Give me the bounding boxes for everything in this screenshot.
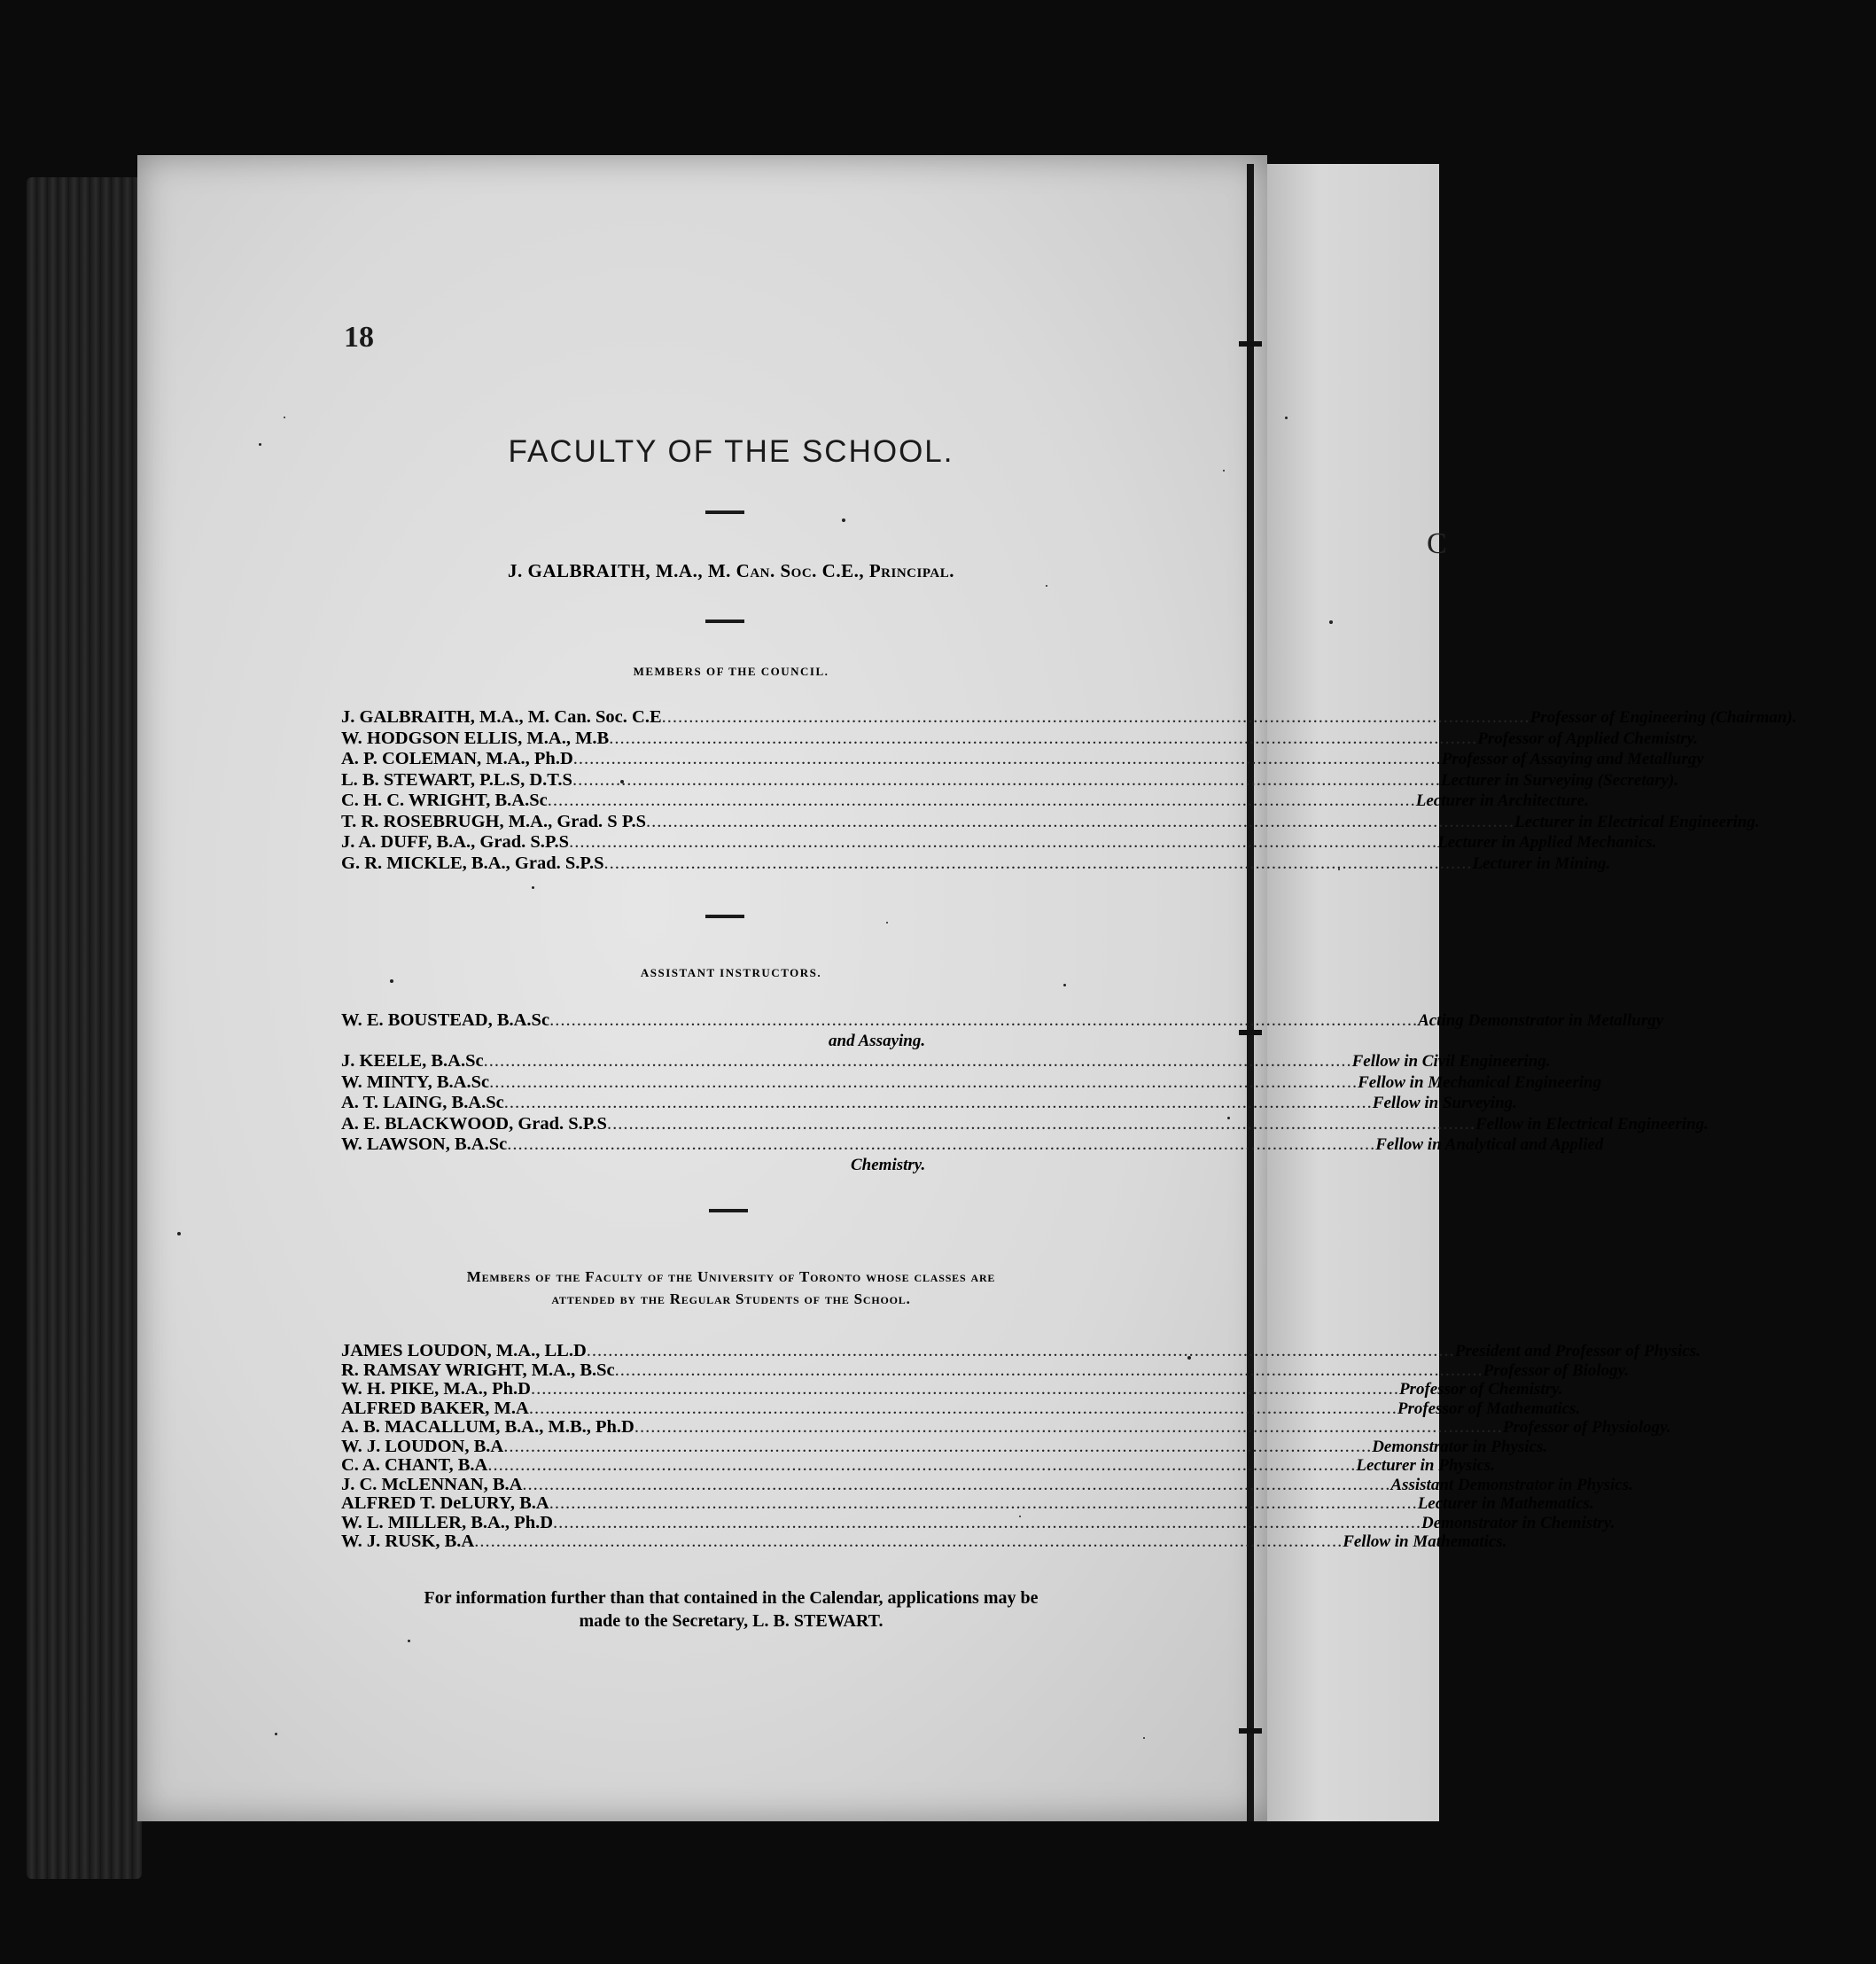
- footer-line1: For information further than that contained in the Calendar, applications may be: [424, 1588, 1039, 1608]
- person-name: W. MINTY, B.A.Sc: [341, 1072, 490, 1092]
- leader-dots: [607, 1114, 1475, 1134]
- divider: [705, 620, 744, 623]
- book-page: [137, 155, 1267, 1821]
- person-name: ALFRED BAKER, M.A: [341, 1398, 529, 1418]
- person-name: A. E. BLACKWOOD, Grad. S.P.S: [341, 1113, 607, 1134]
- university-heading-line1: Members of the Faculty of the University of Toronto whose classes are: [466, 1268, 996, 1285]
- person-title: Professor of Engineering (Chairman).: [1530, 708, 1797, 727]
- person-title: Professor of Biology.: [1483, 1360, 1630, 1380]
- print-speck: [390, 979, 393, 983]
- principal-line: [341, 560, 1121, 582]
- print-speck: [1187, 1356, 1191, 1360]
- print-speck: [1223, 470, 1225, 472]
- person-title: Fellow in Mathematics.: [1343, 1532, 1507, 1551]
- person-title: Fellow in Surveying.: [1372, 1094, 1517, 1112]
- council-list: [341, 707, 1797, 874]
- leader-dots: [662, 707, 1530, 728]
- leader-dots: [522, 1476, 1390, 1495]
- print-speck: [1019, 1516, 1021, 1517]
- print-speck: [1143, 1737, 1145, 1739]
- person-name: R. RAMSAY WRIGHT, M.A., B.Sc: [341, 1360, 615, 1380]
- person-title: Professor of Assaying and Metallurgy: [1441, 750, 1704, 768]
- faculty-row: [341, 1436, 1548, 1457]
- council-row: [341, 728, 1699, 750]
- faculty-row: [341, 1474, 1633, 1495]
- person-name: W. E. BOUSTEAD, B.A.Sc: [341, 1010, 550, 1030]
- person-name: ALFRED T. DeLURY, B.A: [341, 1493, 549, 1513]
- person-title-continued: and Assaying.: [829, 1031, 926, 1050]
- person-name: W. H. PIKE, M.A., Ph.D: [341, 1379, 531, 1399]
- print-speck: [620, 780, 624, 783]
- leader-dots: [609, 729, 1477, 749]
- divider: [709, 1209, 748, 1212]
- faculty-row: [341, 1493, 1594, 1514]
- council-row: [341, 791, 1589, 812]
- facing-page-letter: C: [1427, 527, 1447, 560]
- principal-title: Can. Soc. C.E., Principal.: [736, 560, 954, 581]
- print-speck: [886, 922, 888, 924]
- person-name: W. LAWSON, B.A.Sc: [341, 1134, 508, 1154]
- binding-stitch: [1239, 341, 1262, 347]
- council-heading: MEMBERS OF THE COUNCIL.: [633, 665, 829, 678]
- person-name: C. A. CHANT, B.A: [341, 1455, 488, 1475]
- university-list: [341, 1341, 1701, 1552]
- leader-dots: [504, 1093, 1373, 1113]
- print-speck: [1046, 585, 1047, 587]
- leader-dots: [587, 1342, 1455, 1361]
- print-speck: [842, 518, 845, 522]
- assistant-row: [341, 1010, 1664, 1032]
- assistant-row: [341, 1051, 1551, 1072]
- leader-dots: [553, 1514, 1421, 1533]
- person-name: W. J. LOUDON, B.A: [341, 1436, 504, 1456]
- person-title: Professor of Physiology.: [1502, 1418, 1671, 1437]
- person-name: W. J. RUSK, B.A: [341, 1531, 475, 1551]
- print-speck: [532, 886, 534, 889]
- person-title: Lecturer in Physics.: [1356, 1456, 1496, 1475]
- binding-stitch: [1239, 1030, 1262, 1035]
- assistants-list: [341, 1010, 1709, 1175]
- leader-dots: [634, 1418, 1503, 1438]
- person-title: Lecturer in Electrical Engineering.: [1514, 812, 1760, 831]
- person-title: Lecturer in Applied Mechanics.: [1437, 833, 1657, 852]
- print-speck: [284, 417, 285, 418]
- person-title: Professor of Applied Chemistry.: [1477, 729, 1699, 748]
- book-spine: [1247, 164, 1254, 1821]
- university-heading: [350, 1266, 1112, 1310]
- page-number: 18: [344, 321, 374, 354]
- council-row: [341, 707, 1797, 729]
- print-speck: [408, 1640, 410, 1642]
- assistant-row: [341, 1134, 1604, 1156]
- binding-stitch: [1239, 1728, 1262, 1734]
- faculty-row: [341, 1379, 1563, 1399]
- faculty-row: [341, 1531, 1507, 1552]
- print-speck: [259, 443, 261, 446]
- council-row: [341, 811, 1760, 833]
- divider: [705, 510, 744, 514]
- footer-note: [350, 1586, 1112, 1633]
- person-title: Lecturer in Mining.: [1472, 853, 1611, 873]
- person-title: President and Professor of Physics.: [1454, 1342, 1701, 1360]
- council-row: [341, 832, 1657, 853]
- faculty-row: [341, 1398, 1581, 1419]
- assistant-row: [341, 1072, 1602, 1094]
- leader-dots: [529, 1399, 1397, 1419]
- person-title: Fellow in Civil Engineering.: [1351, 1052, 1551, 1071]
- person-name: A. T. LAING, B.A.Sc: [341, 1093, 504, 1112]
- assistant-row: [341, 1113, 1709, 1135]
- leader-dots: [487, 1456, 1356, 1476]
- faculty-row: [341, 1341, 1701, 1361]
- person-name: W. HODGSON ELLIS, M.A., M.B: [341, 728, 610, 748]
- print-speck: [1227, 1117, 1230, 1119]
- council-row: [341, 769, 1679, 791]
- person-title: Professor of Mathematics.: [1397, 1399, 1581, 1418]
- person-name: J. GALBRAITH, M.A., M. Can. Soc. C.E: [341, 707, 662, 727]
- print-speck: [1329, 620, 1333, 624]
- person-name: A. B. MACALLUM, B.A., M.B., Ph.D: [341, 1417, 634, 1437]
- person-title: Lecturer in Surveying (Secretary).: [1440, 770, 1679, 790]
- leader-dots: [549, 1494, 1418, 1514]
- person-name: J. A. DUFF, B.A., Grad. S.P.S: [341, 832, 570, 852]
- leader-dots: [503, 1438, 1372, 1457]
- council-row: [341, 853, 1611, 875]
- print-speck: [1063, 984, 1066, 986]
- person-title: Fellow in Electrical Engineering.: [1475, 1114, 1709, 1134]
- person-name: T. R. ROSEBRUGH, M.A., Grad. S P.S: [341, 811, 646, 831]
- leader-dots: [507, 1134, 1375, 1155]
- person-name: J. C. McLENNAN, B.A: [341, 1474, 523, 1494]
- print-speck: [1285, 417, 1288, 419]
- person-title: Fellow in Analytical and Applied: [1375, 1135, 1604, 1154]
- leader-dots: [604, 853, 1473, 874]
- faculty-row: [341, 1360, 1630, 1381]
- person-name: C. H. C. WRIGHT, B.A.Sc: [341, 791, 548, 810]
- person-name: JAMES LOUDON, M.A., LL.D: [341, 1341, 587, 1360]
- leader-dots: [484, 1051, 1352, 1072]
- leader-dots: [569, 832, 1437, 853]
- leader-dots: [549, 1010, 1418, 1031]
- leader-dots: [474, 1532, 1343, 1552]
- person-name: G. R. MICKLE, B.A., Grad. S.P.S: [341, 853, 604, 873]
- faculty-row: [341, 1417, 1671, 1438]
- leader-dots: [572, 770, 1441, 791]
- leader-dots: [548, 791, 1416, 811]
- council-row: [341, 749, 1704, 770]
- faculty-row: [341, 1455, 1496, 1476]
- assistant-row: [341, 1093, 1517, 1114]
- person-title: Acting Demonstrator in Metallurgy: [1418, 1011, 1664, 1030]
- person-title-continued: Chemistry.: [851, 1155, 926, 1174]
- person-title: Demonstrator in Physics.: [1372, 1437, 1548, 1456]
- person-name: W. L. MILLER, B.A., Ph.D: [341, 1512, 554, 1532]
- person-title: Demonstrator in Chemistry.: [1421, 1513, 1615, 1532]
- leader-dots: [573, 749, 1442, 769]
- principal-name: J. GALBRAITH, M.A., M.: [508, 560, 731, 581]
- person-name: L. B. STEWART, P.L.S, D.T.S: [341, 769, 572, 790]
- leader-dots: [646, 812, 1514, 832]
- facing-page: [1267, 164, 1439, 1821]
- assistants-heading: ASSISTANT INSTRUCTORS.: [640, 966, 822, 979]
- print-speck: [177, 1232, 181, 1235]
- divider: [705, 915, 744, 918]
- person-title: Lecturer in Mathematics.: [1417, 1494, 1594, 1513]
- person-title: Lecturer in Architecture.: [1415, 791, 1589, 810]
- person-title: Assistant Demonstrator in Physics.: [1390, 1475, 1633, 1494]
- print-speck: [275, 1733, 277, 1735]
- leader-dots: [489, 1072, 1358, 1093]
- person-title: Fellow in Mechanical Engineering: [1358, 1072, 1602, 1092]
- leader-dots: [615, 1361, 1483, 1381]
- person-name: A. P. COLEMAN, M.A., Ph.D: [341, 749, 573, 768]
- book-page-edges: [27, 177, 142, 1879]
- leader-dots: [531, 1380, 1399, 1399]
- person-name: J. KEELE, B.A.Sc: [341, 1051, 484, 1071]
- print-speck: [1338, 869, 1340, 870]
- footer-line2: made to the Secretary, L. B. STEWART.: [579, 1611, 884, 1631]
- university-heading-line2: attended by the Regular Students of the School.: [551, 1290, 911, 1307]
- page-title: FACULTY OF THE SCHOOL.: [508, 434, 954, 469]
- person-title: Professor of Chemistry.: [1398, 1380, 1563, 1399]
- faculty-row: [341, 1512, 1615, 1533]
